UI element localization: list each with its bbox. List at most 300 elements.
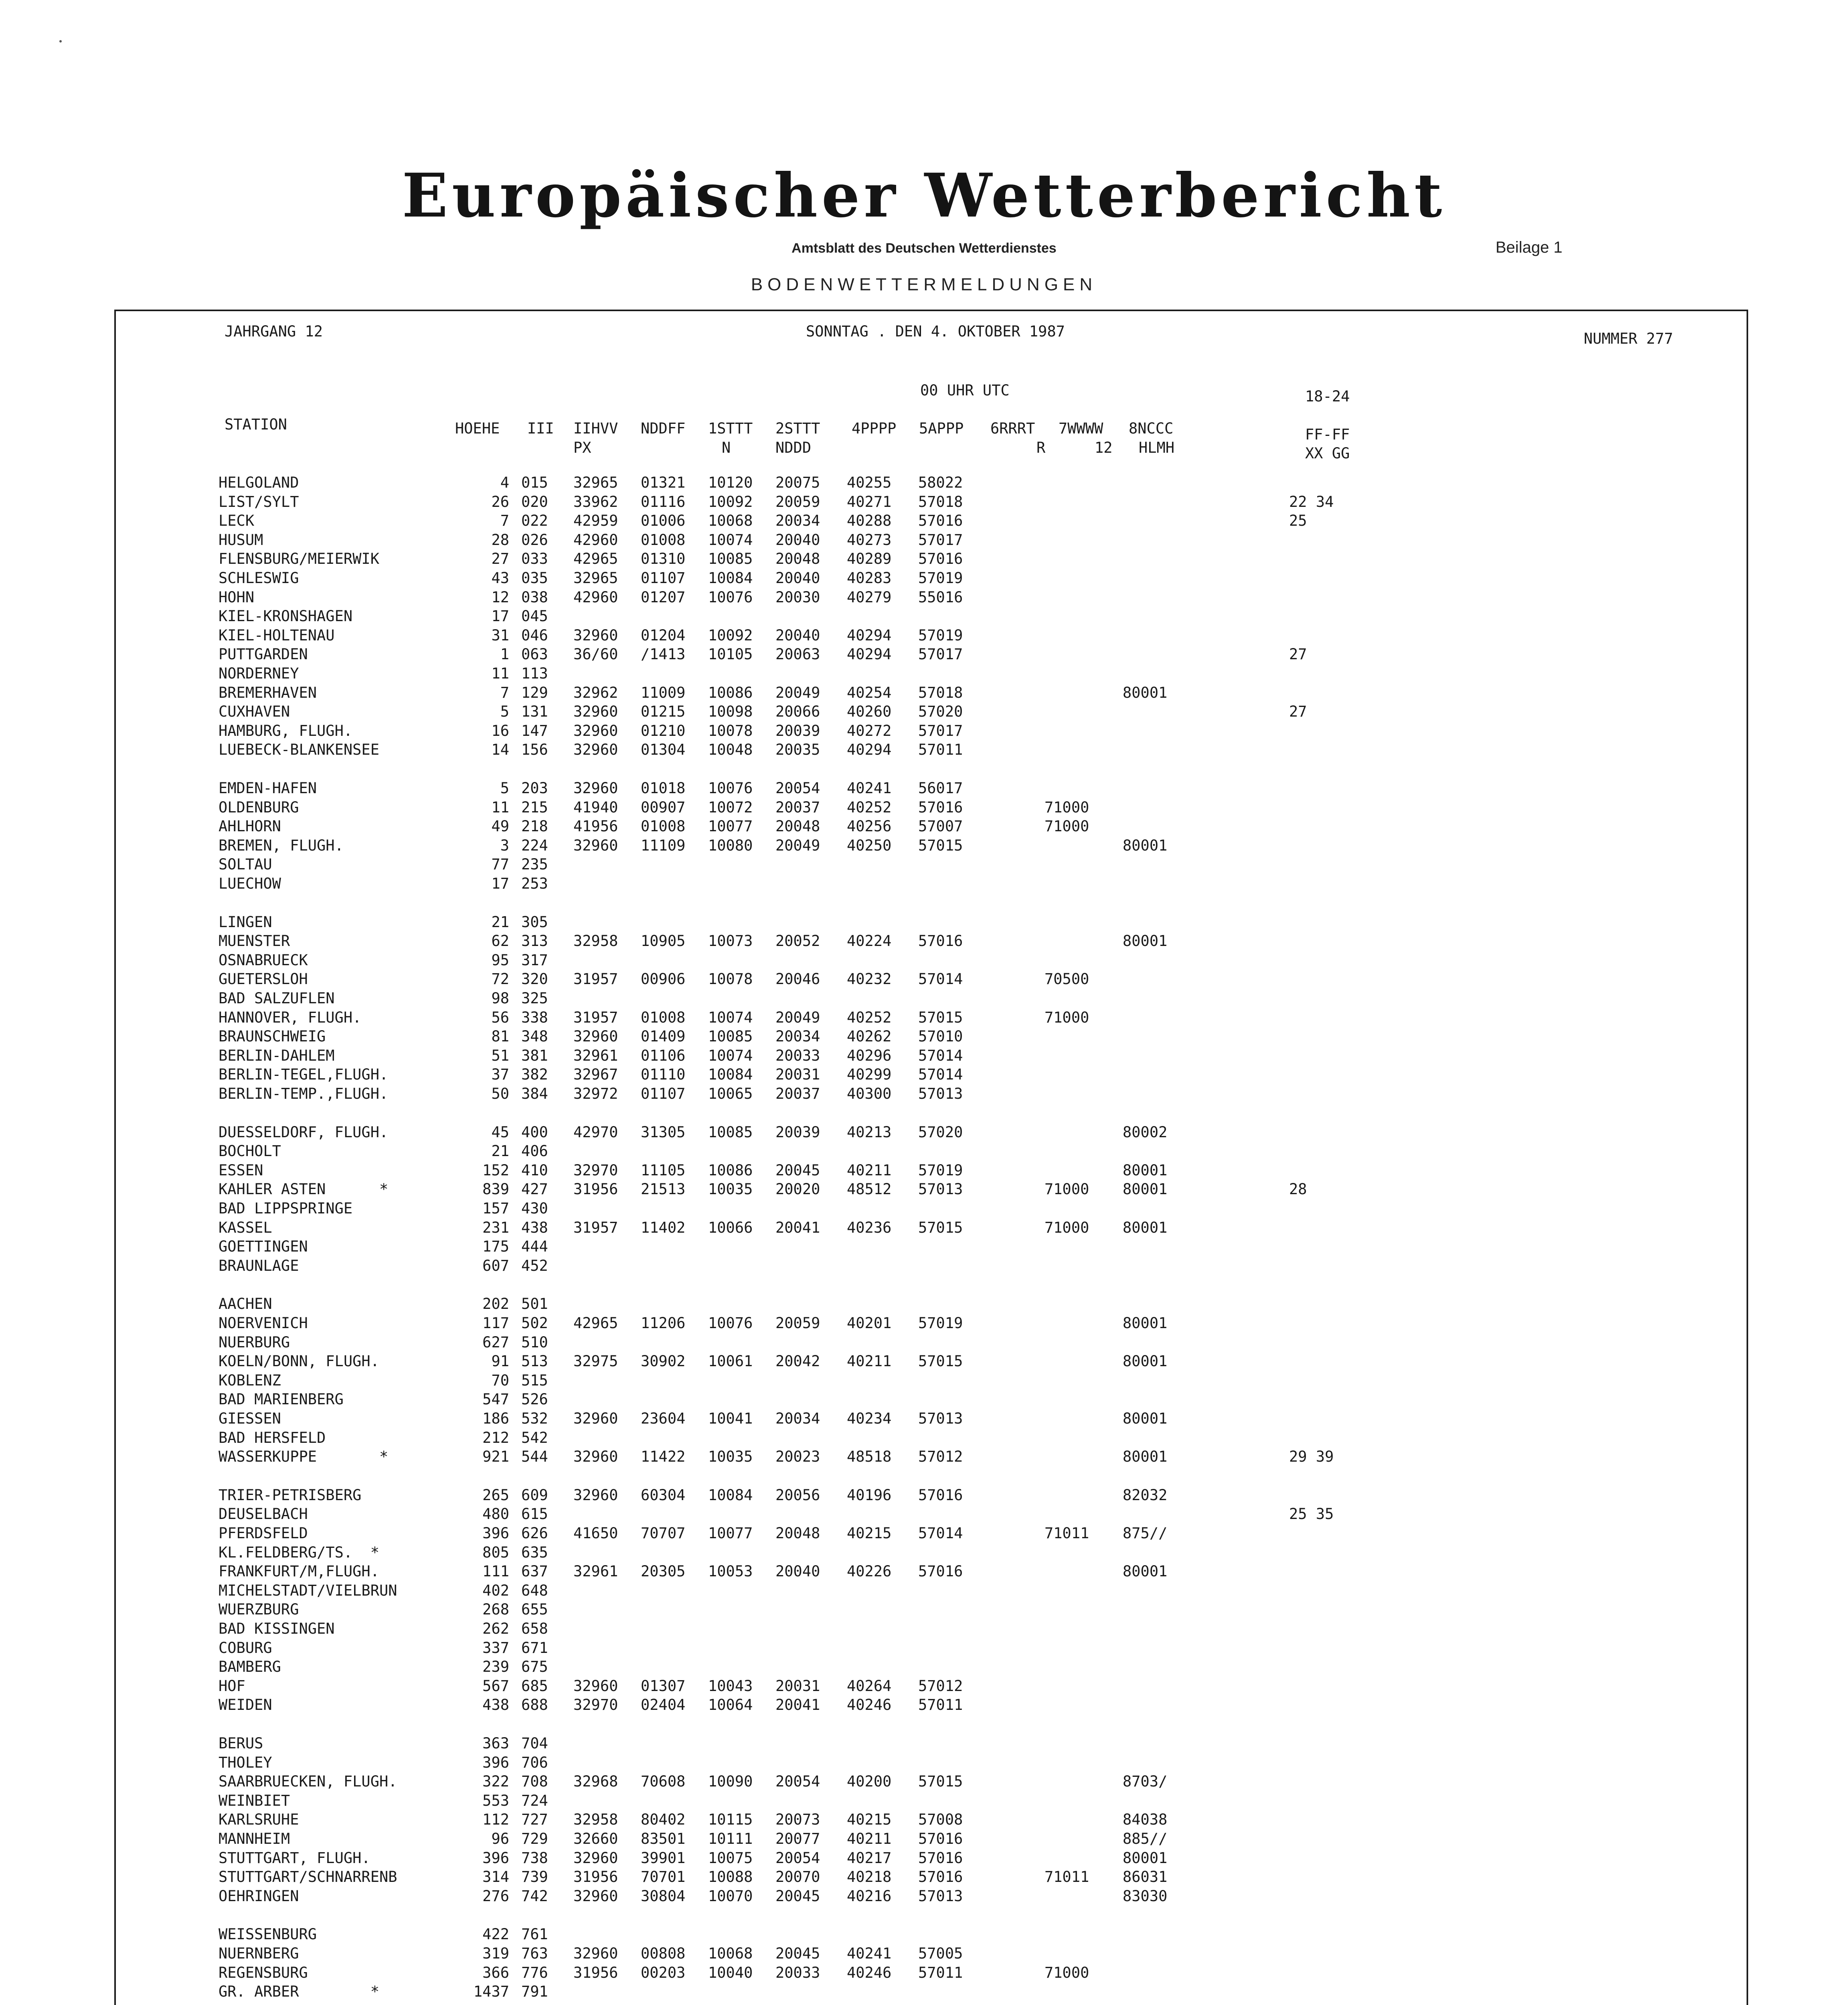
cell-g6: 57018 [918,684,963,701]
cell-g1: 32960 [573,627,618,644]
cell-iii: 635 [521,1544,548,1561]
cell-iii: 038 [521,589,548,606]
cell-g1: 32968 [573,1773,618,1790]
cell-g1: 42965 [573,1314,618,1332]
cell-g5: 40232 [847,970,892,988]
cell-g5: 40224 [847,932,892,950]
cell-g6: 57016 [918,512,963,529]
cell-iii: 156 [521,741,548,758]
col-4-sub: NDDD [775,439,812,456]
utc-label: 00 UHR UTC [920,382,1010,399]
cell-g3: 10053 [708,1563,753,1580]
cell-g5: 40289 [847,550,892,567]
cell-g4: 20059 [775,1314,820,1332]
cell-g4: 20066 [775,703,820,720]
col-4: 2STTT [775,420,820,437]
cell-g6: 57019 [918,627,963,644]
station-name: BAD SALZUFLEN [219,990,335,1007]
cell-iii: 609 [521,1487,548,1504]
cell-h: 49 [491,818,509,835]
cell-g2: 11422 [641,1448,686,1465]
cell-h: 322 [482,1773,509,1790]
cell-iii: 724 [521,1792,548,1809]
cell-g9: 80002 [1123,1124,1168,1141]
station-name: HUSUM [219,531,263,549]
station-name: LINGEN [219,913,272,931]
station-name: KIEL-KRONSHAGEN [219,608,353,625]
cell-g2: 02404 [641,1696,686,1713]
station-name: BAMBERG [219,1658,281,1675]
cell-h: 4 [500,474,509,491]
cell-g6: 58022 [918,474,963,491]
cell-h: 17 [491,608,509,625]
cell-g6: 57020 [918,1124,963,1141]
cell-g5: 40213 [847,1124,892,1141]
col-10: FF-FF [1305,426,1350,443]
station-name: FRANKFURT/M,FLUGH. [219,1563,379,1580]
station-name: FLENSBURG/MEIERWIK [219,550,379,567]
station-name: BRAUNLAGE [219,1257,299,1274]
cell-g9: 80001 [1123,1181,1168,1198]
cell-h: 319 [482,1945,509,1962]
cell-g2: 20305 [641,1563,686,1580]
cell-h: 28 [491,531,509,549]
cell-g6: 57014 [918,1525,963,1542]
col-2: NDDFF [641,420,686,437]
section-title: BODENWETTERMELDUNGEN [751,275,1097,294]
cell-h: 112 [482,1811,509,1828]
cell-g1: 31957 [573,1009,618,1026]
cell-g4: 20034 [775,1028,820,1045]
station-name: HANNOVER, FLUGH. [219,1009,362,1026]
cell-ff: 29 39 [1289,1448,1334,1465]
scan-speck [59,40,62,43]
cell-iii: 400 [521,1124,548,1141]
cell-g4: 20040 [775,1563,820,1580]
cell-g6: 57016 [918,932,963,950]
cell-g9: 80001 [1123,1314,1168,1332]
station-name: MUENSTER [219,932,290,950]
cell-g3: 10111 [708,1830,753,1847]
cell-h: 276 [482,1888,509,1905]
cell-g1: 32960 [573,837,618,854]
cell-h: 21 [491,1142,509,1160]
cell-g6: 57013 [918,1410,963,1427]
cell-h: 3 [500,837,509,854]
col-7: 6RRRT [990,420,1035,437]
cell-g4: 20075 [775,474,820,491]
station-name: DEUSELBACH [219,1505,308,1523]
station-name: THOLEY [219,1754,272,1771]
cell-h: 363 [482,1735,509,1752]
cell-g5: 40211 [847,1353,892,1370]
station-name: BERLIN-DAHLEM [219,1047,335,1064]
station-name: BAD LIPPSPRINGE [219,1200,353,1217]
cell-h: 11 [491,665,509,682]
cell-h: 27 [491,550,509,567]
station-name: SOLTAU [219,856,272,873]
station-name: PFERDSFELD [219,1525,308,1542]
cell-g2: 01307 [641,1677,686,1695]
cell-g3: 10043 [708,1677,753,1695]
cell-g6: 57020 [918,703,963,720]
cell-g3: 10048 [708,741,753,758]
cell-g1: 32961 [573,1563,618,1580]
cell-g3: 10115 [708,1811,753,1828]
cell-iii: 648 [521,1582,548,1599]
cell-g6: 57013 [918,1085,963,1102]
cell-iii: 218 [521,818,548,835]
cell-g1: 32960 [573,741,618,758]
cell-g3: 10086 [708,684,753,701]
col-3: 1STTT [708,420,753,437]
cell-h: 81 [491,1028,509,1045]
cell-g5: 40271 [847,493,892,510]
cell-h: 7 [500,512,509,529]
cell-h: 337 [482,1639,509,1657]
station-name: KASSEL [219,1219,272,1236]
cell-h: 45 [491,1124,509,1141]
station-name: CUXHAVEN [219,703,290,720]
cell-g2: 01008 [641,531,686,549]
cell-h: 607 [482,1257,509,1274]
cell-iii: 675 [521,1658,548,1675]
cell-h: 50 [491,1085,509,1102]
cell-h: 26 [491,493,509,510]
cell-h: 921 [482,1448,509,1465]
cell-g1: 32958 [573,932,618,950]
cell-iii: 501 [521,1295,548,1312]
cell-g6: 57016 [918,550,963,567]
cell-h: 91 [491,1353,509,1370]
station-name: NUERNBERG [219,1945,299,1962]
station-name: HOHN [219,589,255,606]
cell-g3: 10085 [708,1124,753,1141]
cell-g6: 57012 [918,1677,963,1695]
cell-g8: 71000 [1044,799,1089,816]
col-3-sub: N [722,439,731,456]
page-title: Europäischer Wetterbericht [402,160,1446,231]
cell-iii: 020 [521,493,548,510]
cell-iii: 615 [521,1505,548,1523]
station-name: COBURG [219,1639,272,1657]
cell-ff: 22 34 [1289,493,1334,510]
cell-iii: 046 [521,627,548,644]
cell-g5: 40211 [847,1830,892,1847]
cell-g9: 80001 [1123,1219,1168,1236]
cell-g5: 40252 [847,1009,892,1026]
cell-g4: 20048 [775,818,820,835]
station-name: ESSEN [219,1162,263,1179]
cell-g8: 70500 [1044,970,1089,988]
cell-g3: 10092 [708,493,753,510]
cell-g6: 57008 [918,1811,963,1828]
cell-g1: 33962 [573,493,618,510]
cell-g2: 01018 [641,780,686,797]
cell-h: 152 [482,1162,509,1179]
cell-g1: 32965 [573,569,618,587]
cell-iii: 626 [521,1525,548,1542]
cell-iii: 410 [521,1162,548,1179]
cell-iii: 532 [521,1410,548,1427]
cell-g9: 885// [1123,1830,1168,1847]
cell-h: 21 [491,913,509,931]
cell-iii: 384 [521,1085,548,1102]
cell-h: 1 [500,646,509,663]
cell-g4: 20049 [775,1009,820,1026]
station-name: GR. ARBER * [219,1983,379,2000]
col-1: IIHVV [573,420,618,437]
cell-g6: 57005 [918,1945,963,1962]
cell-g5: 40201 [847,1314,892,1332]
cell-iii: 763 [521,1945,548,1962]
cell-iii: 685 [521,1677,548,1695]
cell-g1: 42960 [573,589,618,606]
cell-h: 262 [482,1620,509,1637]
cell-iii: 444 [521,1238,548,1255]
cell-h: 95 [491,952,509,969]
cell-g3: 10065 [708,1085,753,1102]
cell-iii: 147 [521,722,548,739]
cell-g9: 86031 [1123,1868,1168,1886]
cell-g2: 01008 [641,818,686,835]
station-name: OEHRINGEN [219,1888,299,1905]
cell-g8: 71000 [1044,1181,1089,1198]
cell-g5: 40241 [847,780,892,797]
cell-h: 157 [482,1200,509,1217]
station-name: BREMEN, FLUGH. [219,837,344,854]
beilage-label: Beilage 1 [1496,239,1563,256]
cell-h: 839 [482,1181,509,1198]
cell-g5: 40272 [847,722,892,739]
cell-h: 7 [500,684,509,701]
station-name: KAHLER ASTEN * [219,1181,389,1198]
cell-g6: 57015 [918,837,963,854]
cell-h: 111 [482,1563,509,1580]
cell-g2: 11206 [641,1314,686,1332]
cell-g1: 32960 [573,780,618,797]
cell-iii: 637 [521,1563,548,1580]
cell-g9: 80001 [1123,1162,1168,1179]
cell-g6: 57011 [918,1964,963,1981]
cell-g6: 57010 [918,1028,963,1045]
cell-iii: 129 [521,684,548,701]
cell-iii: 738 [521,1849,548,1867]
cell-g5: 40294 [847,646,892,663]
cell-g1: 32960 [573,1028,618,1045]
cell-iii: 338 [521,1009,548,1026]
station-name: BERLIN-TEMP.,FLUGH. [219,1085,389,1102]
cell-iii: 348 [521,1028,548,1045]
cell-g4: 20040 [775,531,820,549]
cell-iii: 305 [521,913,548,931]
cell-g4: 20023 [775,1448,820,1465]
station-name: TRIER-PETRISBERG [219,1487,362,1504]
cell-h: 51 [491,1047,509,1064]
cell-g5: 40262 [847,1028,892,1045]
col-8-sub: 12 [1095,439,1113,456]
cell-iii: 452 [521,1257,548,1274]
cell-g9: 80001 [1123,1849,1168,1867]
cell-g1: 42970 [573,1124,618,1141]
cell-iii: 033 [521,550,548,567]
cell-g1: 32660 [573,1830,618,1847]
cell-g4: 20042 [775,1353,820,1370]
cell-iii: 215 [521,799,548,816]
cell-g8: 71011 [1044,1525,1089,1542]
cell-g4: 20035 [775,741,820,758]
cell-g3: 10074 [708,531,753,549]
cell-iii: 727 [521,1811,548,1828]
cell-g1: 36/60 [573,646,618,663]
cell-g5: 40279 [847,589,892,606]
cell-g3: 10084 [708,1066,753,1083]
station-name: LUEBECK-BLANKENSEE [219,741,379,758]
cell-h: 62 [491,932,509,950]
cell-iii: 708 [521,1773,548,1790]
station-name: NOERVENICH [219,1314,308,1332]
cell-g6: 57016 [918,799,963,816]
cell-g6: 57019 [918,569,963,587]
station-name: BREMERHAVEN [219,684,317,701]
cell-g4: 20033 [775,1964,820,1981]
cell-g2: 01110 [641,1066,686,1083]
station-name: WEIDEN [219,1696,272,1713]
cell-g2: 70701 [641,1868,686,1886]
cell-g4: 20030 [775,589,820,606]
station-name: AHLHORN [219,818,281,835]
cell-g1: 31957 [573,1219,618,1236]
cell-g5: 40288 [847,512,892,529]
cell-g2: 01207 [641,589,686,606]
cell-g6: 57012 [918,1448,963,1465]
cell-iii: 438 [521,1219,548,1236]
cell-g3: 10076 [708,1314,753,1332]
cell-g4: 20049 [775,837,820,854]
cell-iii: 430 [521,1200,548,1217]
station-name: KOBLENZ [219,1372,281,1389]
cell-g5: 40256 [847,818,892,835]
cell-g5: 40216 [847,1888,892,1905]
cell-iii: 253 [521,875,548,892]
cell-g6: 56017 [918,780,963,797]
cell-g1: 32960 [573,703,618,720]
cell-g1: 32965 [573,474,618,491]
station-name: HOF [219,1677,245,1695]
cell-g5: 40300 [847,1085,892,1102]
station-name: KOELN/BONN, FLUGH. [219,1353,379,1370]
cell-g3: 10073 [708,932,753,950]
cell-g5: 40226 [847,1563,892,1580]
cell-iii: 015 [521,474,548,491]
cell-iii: 035 [521,569,548,587]
cell-g3: 10078 [708,970,753,988]
station-name: KIEL-HOLTENAU [219,627,335,644]
cell-h: 16 [491,722,509,739]
cell-g3: 10076 [708,780,753,797]
cell-iii: 427 [521,1181,548,1198]
cell-g3: 10061 [708,1353,753,1370]
cell-h: 396 [482,1754,509,1771]
cell-g2: 80402 [641,1811,686,1828]
cell-iii: 513 [521,1353,548,1370]
cell-h: 422 [482,1926,509,1943]
cell-h: 480 [482,1505,509,1523]
cell-g9: 83030 [1123,1888,1168,1905]
cell-g1: 41650 [573,1525,618,1542]
station-name: AACHEN [219,1295,272,1312]
cell-g2: 83501 [641,1830,686,1847]
cell-g3: 10077 [708,818,753,835]
cell-g6: 57017 [918,646,963,663]
cell-h: 805 [482,1544,509,1561]
cell-g9: 80001 [1123,1563,1168,1580]
cell-g3: 10040 [708,1964,753,1981]
cell-g5: 40234 [847,1410,892,1427]
col-1-sub: PX [573,439,591,456]
cell-h: 547 [482,1391,509,1408]
nummer-label: NUMMER 277 [1584,330,1673,347]
cell-g5: 40200 [847,1773,892,1790]
cell-g4: 20045 [775,1945,820,1962]
cell-iii: 313 [521,932,548,950]
cell-iii: 739 [521,1868,548,1886]
station-name: LIST/SYLT [219,493,299,510]
cell-g9: 80001 [1123,1448,1168,1465]
cell-g8: 71000 [1044,1964,1089,1981]
page-subtitle: Amtsblatt des Deutschen Wetterdienstes [791,241,1057,256]
cell-g2: 11109 [641,837,686,854]
cell-g1: 32972 [573,1085,618,1102]
cell-g5: 40196 [847,1487,892,1504]
cell-g3: 10041 [708,1410,753,1427]
station-name: PUTTGARDEN [219,646,308,663]
cell-h: 268 [482,1601,509,1618]
station-name: GIESSEN [219,1410,281,1427]
cell-g6: 57019 [918,1162,963,1179]
cell-g9: 84038 [1123,1811,1168,1828]
cell-h: 553 [482,1792,509,1809]
cell-g1: 32960 [573,1677,618,1695]
cell-g6: 57015 [918,1353,963,1370]
cell-g1: 31956 [573,1964,618,1981]
cell-g6: 57015 [918,1009,963,1026]
jahrgang-label: JAHRGANG 12 [225,323,323,340]
cell-g6: 57016 [918,1487,963,1504]
cell-g3: 10105 [708,646,753,663]
station-name: KL.FELDBERG/TS. * [219,1544,379,1561]
cell-h: 56 [491,1009,509,1026]
station-name: WEINBIET [219,1792,290,1809]
cell-g3: 10077 [708,1525,753,1542]
cell-g1: 41940 [573,799,618,816]
cell-g2: 01215 [641,703,686,720]
cell-iii: 381 [521,1047,548,1064]
cell-g4: 20056 [775,1487,820,1504]
cell-g2: 60304 [641,1487,686,1504]
cell-ff: 27 [1289,703,1307,720]
cell-h: 12 [491,589,509,606]
cell-g3: 10035 [708,1181,753,1198]
cell-ff: 28 [1289,1181,1307,1198]
cell-g1: 32960 [573,1487,618,1504]
cell-g1: 32960 [573,1849,618,1867]
cell-g2: 39901 [641,1849,686,1867]
cell-ff: 25 [1289,512,1307,529]
station-name: BERLIN-TEGEL,FLUGH. [219,1066,389,1083]
cell-iii: 544 [521,1448,548,1465]
cell-g1: 42960 [573,531,618,549]
